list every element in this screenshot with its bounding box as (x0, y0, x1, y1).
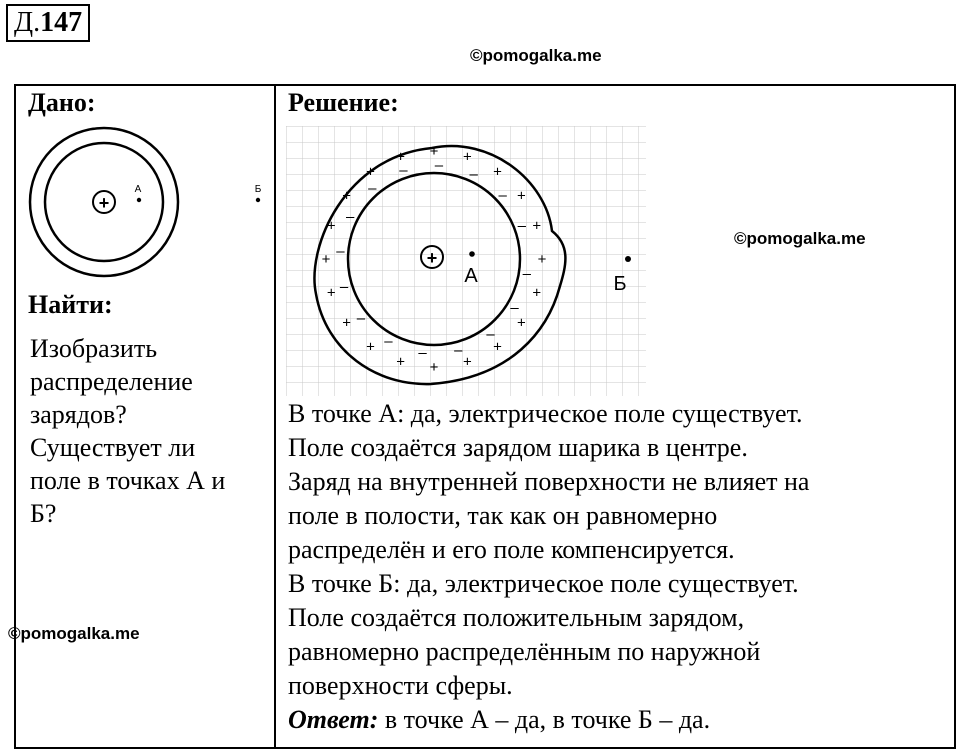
negative-charge-mark: – (469, 165, 478, 183)
positive-charge-mark: + (517, 187, 526, 205)
solution-line: равномерно распределённым по наружной (288, 637, 761, 666)
negative-charge-mark: – (384, 333, 393, 351)
solution-line: поле в полости, так как он равномерно (288, 501, 718, 530)
solution-heading: Решение: (288, 88, 399, 117)
solution-line: В точке Б: да, электрическое поле существует. (288, 569, 799, 598)
solution-line: Заряд на внутренней поверхности не влияет на (288, 467, 810, 496)
answer-text: в точке А – да, в точке Б – да. (378, 705, 711, 734)
negative-charge-mark: – (336, 242, 345, 260)
point-a-dot (137, 198, 141, 202)
positive-charge-mark: + (532, 217, 542, 235)
solution-line: распределён и его поле компенсируется. (288, 535, 735, 564)
find-line: Изобразить (30, 334, 158, 363)
find-line: Б? (30, 499, 57, 528)
find-text (30, 332, 270, 530)
positive-charge-mark: + (396, 353, 405, 371)
solution-text (288, 397, 948, 737)
problem-number-value: 147 (40, 7, 83, 38)
find-line: распределение (30, 367, 193, 396)
problem-table (14, 84, 956, 749)
answer-label: Ответ: (288, 705, 379, 734)
problem-number (6, 4, 90, 42)
solution-line: В точке А: да, электрическое поле существует. (288, 399, 803, 428)
solution-line: Поле создаётся положительным зарядом, (288, 603, 745, 632)
central-charge-sign: + (426, 248, 438, 268)
find-heading: Найти: (28, 290, 113, 319)
negative-charge-mark: – (517, 217, 526, 235)
solution-diagram (286, 126, 646, 396)
positive-charge-mark: + (429, 143, 439, 160)
negative-charge-mark: – (356, 310, 366, 328)
negative-charge-mark: – (346, 208, 355, 226)
positive-charge-mark: + (342, 314, 351, 332)
positive-charge-mark: + (493, 338, 502, 356)
negative-charge-mark: – (399, 162, 408, 180)
positive-charge-mark: + (532, 284, 542, 302)
problem-prefix: Д. (14, 7, 41, 38)
negative-charge-mark: – (418, 344, 427, 362)
negative-charge-mark: – (522, 265, 531, 283)
find-line: Существует ли (30, 433, 196, 462)
positive-charge-mark: + (326, 284, 336, 302)
positive-charge-mark: + (326, 217, 336, 235)
solution-line: поверхности сферы. (288, 671, 513, 700)
positive-charge-mark: + (493, 163, 502, 181)
given-diagram (26, 124, 266, 284)
point-a-label: А (134, 184, 142, 195)
positive-charge-mark: + (321, 251, 331, 268)
find-line: зарядов? (30, 400, 127, 429)
point-a-label: А (464, 265, 478, 287)
answer-line (288, 703, 948, 737)
positive-charge-mark: + (517, 314, 526, 332)
central-charge-sign: + (98, 193, 110, 213)
point-b-label: Б (254, 184, 262, 195)
given-heading: Дано: (28, 88, 96, 117)
point-b-label: Б (613, 273, 627, 295)
negative-charge-mark: – (498, 186, 507, 204)
positive-charge-mark: + (396, 148, 405, 166)
positive-charge-mark: + (463, 148, 472, 166)
find-line: поле в точках А и (30, 466, 226, 495)
watermark-top: ©pomogalka.me (470, 46, 602, 65)
positive-charge-mark: + (366, 338, 375, 356)
negative-charge-mark: – (368, 180, 377, 198)
column-divider (274, 86, 276, 747)
negative-charge-mark: – (434, 157, 444, 175)
positive-charge-mark: + (537, 251, 547, 268)
negative-charge-mark: – (510, 299, 519, 317)
negative-charge-mark: – (486, 326, 495, 344)
positive-charge-mark: + (366, 163, 375, 181)
positive-charge-mark: + (342, 187, 351, 205)
watermark-right: ©pomogalka.me (734, 229, 866, 248)
solution-line: Поле создаётся зарядом шарика в центре. (288, 433, 748, 462)
negative-charge-mark: – (339, 278, 349, 296)
positive-charge-mark: + (463, 353, 472, 371)
negative-charge-mark: – (454, 341, 463, 359)
point-a-dot (469, 251, 475, 257)
point-b-dot (256, 198, 260, 202)
watermark-left: ©pomogalka.me (8, 624, 140, 643)
point-b-dot (625, 256, 631, 262)
positive-charge-mark: + (429, 359, 439, 376)
